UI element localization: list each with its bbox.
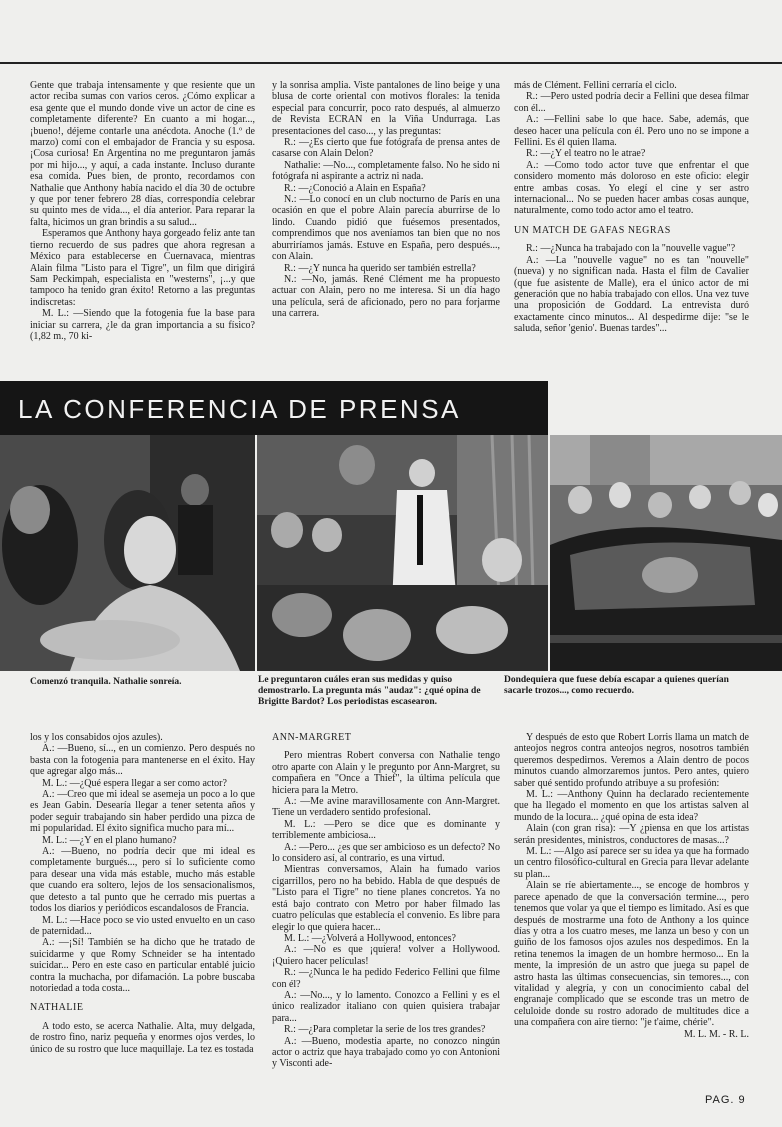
paragraph: y la sonrisa amplia. Viste pantalones de lino beige y una blusa de corte oriental con motivos florales: la tenida especial para concurrir, poco rato después, al almuerzo de Revista ECRAN en la Viña Undurraga. Las presentaciones del caso..., y las preguntas:	[272, 80, 500, 137]
paragraph: A.: —Pero... ¿es que ser ambicioso es un defecto? No lo considero así, al contrario, es una virtud.	[272, 841, 500, 865]
paragraph: N.: —Lo conocí en un club nocturno de París en una ocasión en que el pobre Alain parecía aburrirse de lo lindo. Cuando pidió que fuésemos presentados, comprendimos que nos aveníamos tan bien que no nos aburriríamos jamás. Estuve en España, pero después..., con Alain.	[272, 194, 500, 263]
paragraph: más de Clément. Fellini cerraría el ciclo.	[514, 80, 677, 91]
paragraph: Mientras conversamos, Alain ha fumado varios cigarrillos, pero no ha bebido. Habla de que después de "Listo para el Tigre" no tiene planes concretos. Ya no está bajo contrato con Metro por haber filmado las cuatro películas que establecía el convenio. Es libre para elegir lo que quiera hacer...	[272, 864, 500, 933]
paragraph: M. L.: —¿Volverá a Hollywood, entonces?	[284, 932, 456, 944]
section-heading: ANN-MARGRET	[272, 732, 352, 743]
paragraph: R.: —¿Nunca ha trabajado con la "nouvelle vague"?	[526, 243, 736, 255]
paragraph: los y los consabidos ojos azules).	[30, 732, 163, 743]
bottom-column-1	[30, 732, 255, 1082]
signature: M. L. M. - R. L.	[684, 1028, 749, 1040]
paragraph: R.: —¿Y nunca ha querido ser también estrella?	[284, 262, 476, 274]
paragraph: Alain (con gran risa): —Y ¿piensa en que los artistas serán presidentes, ministros, conductores de masas...?	[514, 823, 749, 846]
paragraph: Nathalie: —No..., completamente falso. No he sido ni fotógrafa ni aspirante a actriz ni nada.	[272, 159, 500, 183]
bottom-column-2	[272, 732, 500, 1082]
paragraph: Y después de esto que Robert Lorris llama un match de anteojos negros contra anteojos negros, nosotros también queremos despedirnos. Veremos a Alain dentro de pocos minutos cuando almorzaremos juntos. Pero antes, quiero saber qué sentido profundo atribuye a su profesión:	[514, 732, 749, 789]
paragraph: A.: —Bueno, sí..., en un comienzo. Pero después no basta con la fotogenia para mantenerse en el éxito. Hay que agregar algo más...	[30, 743, 255, 778]
top-rule	[0, 62, 782, 64]
paragraph: A.: —No..., y lo lamento. Conozco a Fellini y es el único realizador italiano con quien quisiera trabajar para...	[272, 989, 500, 1024]
photo-press-conference	[257, 435, 548, 671]
paragraph: Esperamos que Anthony haya gorgeado feliz ante tan tierno recuerdo de sus padres que ahora regresan a México para establecerse en Cuernavaca, mientras Alain filma "Listo para el Tigre", un film que dirigirá Sam Peckimpah, especialista en "westerns", ¡...y que tampoco ha tenido gran éxito! Retorno a las preguntas indiscretas:	[30, 228, 255, 308]
caption-photo-1: Comenzó tranquila. Nathalie sonreía.	[30, 677, 182, 687]
paragraph: M. L.: —Algo así parece ser su idea ya que ha formado un centro filosófico-cultural en Grecia para llevar adelante su plan...	[514, 846, 749, 880]
paragraph: R.: —Pero usted podría decir a Fellini que desea filmar con él...	[514, 91, 749, 114]
paragraph: Gente que trabaja intensamente y que resiente que un actor reciba sumas con varios ceros. ¿Cómo explicar a esa gente que el mundo donde vive un actor de cine es completamente diferente? En cuanto a mi hogar..., ¡bueno!, déjeme contarle una anécdota. Anoche (1.º de marzo) comí con el embajador de Francia y su esposa. ¡Cosa curiosa! En Argentina no me preguntaron jamás por mi hijo..., y aquí, a cada instante. Incluso durante esa comida. Pues bien, de pronto, recordamos con Nathalie que Anthony había nacido el día 30 de octubre y que por tener febrero 28 días, correspondía celebrar su quinto mes de vida..., el día anterior. Para reparar la falta, hicimos un gran brindis a su salud...	[30, 80, 255, 228]
paragraph: A.: —¡Sí! También se ha dicho que he tratado de suicidarme y que Romy Schneider se ha intentado suicidar... Pero en este caso en particular entablé juicio contra la muchacha, por difamación. La pobre buscaba notoriedad a toda costa...	[30, 937, 255, 994]
paragraph: R.: —¿Es cierto que fue fotógrafa de prensa antes de casarse con Alain Delon?	[272, 137, 500, 160]
paragraph: A.: —Fellini sabe lo que hace. Sabe, además, que deseo hacer una película con él. Pero uno no se impone a Fellini. Es él quien llama.	[514, 114, 749, 149]
paragraph: A.: —Creo que mi ideal se asemeja un poco a lo que es Jean Gabin. Desearía llegar a tener setenta años y poder seguir trabajando sin haber perdido una pizca de mi popularidad. El éxito significa mucho para mí...	[30, 789, 255, 835]
photo-nathalie-smiling	[0, 435, 255, 671]
paragraph: A.: —Como todo actor tuve que enfrentar el que considero momento más doloroso en este oficio: elegir entre ambas cosas. Yo elegí el cine y ser astro internacional... No se pueden hacer ambas cosas aunque, naturalmente, como todo actor amo el teatro.	[514, 159, 749, 217]
section-heading: NATHALIE	[30, 1002, 84, 1014]
paragraph: M. L.: —Hace poco se vio usted envuelto en un caso de paternidad...	[30, 914, 255, 937]
caption-photo-3: Dondequiera que fuese debía escapar a quienes querían sacarle trozos..., como recuerdo.	[504, 675, 729, 696]
headline-banner	[0, 381, 548, 435]
paragraph: A.: —Bueno, no podría decir que mi ideal es completamente burgués..., pero sí lo suficiente como para desear una vida más estable, mucho más estable que cuando era soltero, lejos de los sensacionalismos, que detesto a tal punto que he cerrado mis puertas a todos los diarios y periódicos escandalosos de Francia.	[30, 846, 255, 915]
paragraph: R.: —¿Nunca le ha pedido Federico Fellini que filme con él?	[272, 967, 500, 990]
top-column-1	[30, 80, 255, 378]
paragraph: M. L.: —Siendo que la fotogenia fue la base para iniciar su carrera, ¿le da gran importancia a su físico? (1,82 m., 70 ki-	[30, 308, 255, 342]
paragraph: A.: —La "nouvelle vague" no es tan "nouvelle" (nueva) y no significan nada. Hasta el film de Cavalier (que fue asistente de Malle), era el único actor de mi generación que no había trabajado con ellos. Una vez tuve una proposición de Goddard. La entrevista duró exactamente cinco minutos... Al despedirme dije: "se le saluda, señor 'genio'. Buenas tardes"...	[514, 254, 749, 335]
paragraph: Pero mientras Robert conversa con Nathalie tengo otro aparte con Alain y le pregunto por Ann-Margret, su compañera en "Once a Thief", la última película que hiciera para la Metro.	[272, 750, 500, 796]
headline-title: LA CONFERENCIA DE PRENSA	[18, 394, 461, 424]
page-number: PAG. 9	[705, 1094, 746, 1106]
paragraph: M. L.: —Anthony Quinn ha declarado recientemente que ha llegado el momento en que los artistas salven al mundo de la locura... ¿qué opina de esta idea?	[514, 789, 749, 823]
paragraph: R.: —¿Para completar la serie de los tres grandes?	[284, 1024, 486, 1036]
paragraph: R.: —¿Y el teatro no le atrae?	[526, 148, 646, 160]
paragraph: A.: —Bueno, modestia aparte, no conozco ningún actor o actriz que haya trabajado como yo con Antonioni y Visconti ade-	[272, 1035, 500, 1070]
caption-photo-2: Le preguntaron cuáles eran sus medidas y quiso demostrarlo. La pregunta más "audaz": ¿qué opina de Brigitte Bardot? Los periodistas escasearon.	[258, 675, 481, 707]
bottom-column-3	[514, 732, 749, 1082]
paragraph: M. L.: —¿Qué espera llegar a ser como actor?	[42, 777, 227, 789]
top-column-3	[514, 80, 749, 378]
paragraph: R.: —¿Conoció a Alain en España?	[284, 182, 426, 194]
top-column-2	[272, 80, 500, 378]
paragraph: M. L.: —Pero se dice que es dominante y terriblemente ambiciosa...	[272, 818, 500, 842]
photo-crowd-car	[550, 435, 782, 671]
paragraph: A.: —Me avine maravillosamente con Ann-Margret. Tiene un verdadero sentido profesional.	[272, 796, 500, 819]
paragraph: A todo esto, se acerca Nathalie. Alta, muy delgada, de rostro fino, nariz pequeña y enormes ojos verdes, lo único de su rostro que luce maquillaje. La tez es tostada	[30, 1020, 255, 1055]
section-heading: UN MATCH DE GAFAS NEGRAS	[514, 224, 671, 236]
paragraph: A.: —No es que ¡quiera! volver a Hollywood. ¡Quiero hacer películas!	[272, 944, 500, 967]
paragraph: M. L.: —¿Y en el plano humano?	[42, 834, 177, 846]
paragraph: Alain se ríe abiertamente..., se encoge de hombros y parece apenado de que la conversación termine..., pero tenemos que volar ya que el tiempo es limitado. Así es que después de mostrarme una foto de Anthony a los quince días y otra a los cuatro meses, me lanza un beso y con un guiño de los famosos ojos azules nos despedimos. En la retina tenemos la imagen de un hombre hermoso... En la mente, la impresión de un astro que juega su papel de astro hasta las últimas consecuencias, sin temores..., con vitalidad y alegría, y con un conocimiento cabal del engranaje complicado que se esconde tras un metro de celuloide donde su rostro adorado de multitudes dice a una compañera con aire tierno: "je t'aime, chérie".	[514, 880, 749, 1029]
paragraph: N.: —No, jamás. René Clément me ha propuesto actuar con Alain, pero no me interesa. Si un día hago una película, será de aficionado, pero no para forjarme una carrera.	[272, 273, 500, 320]
